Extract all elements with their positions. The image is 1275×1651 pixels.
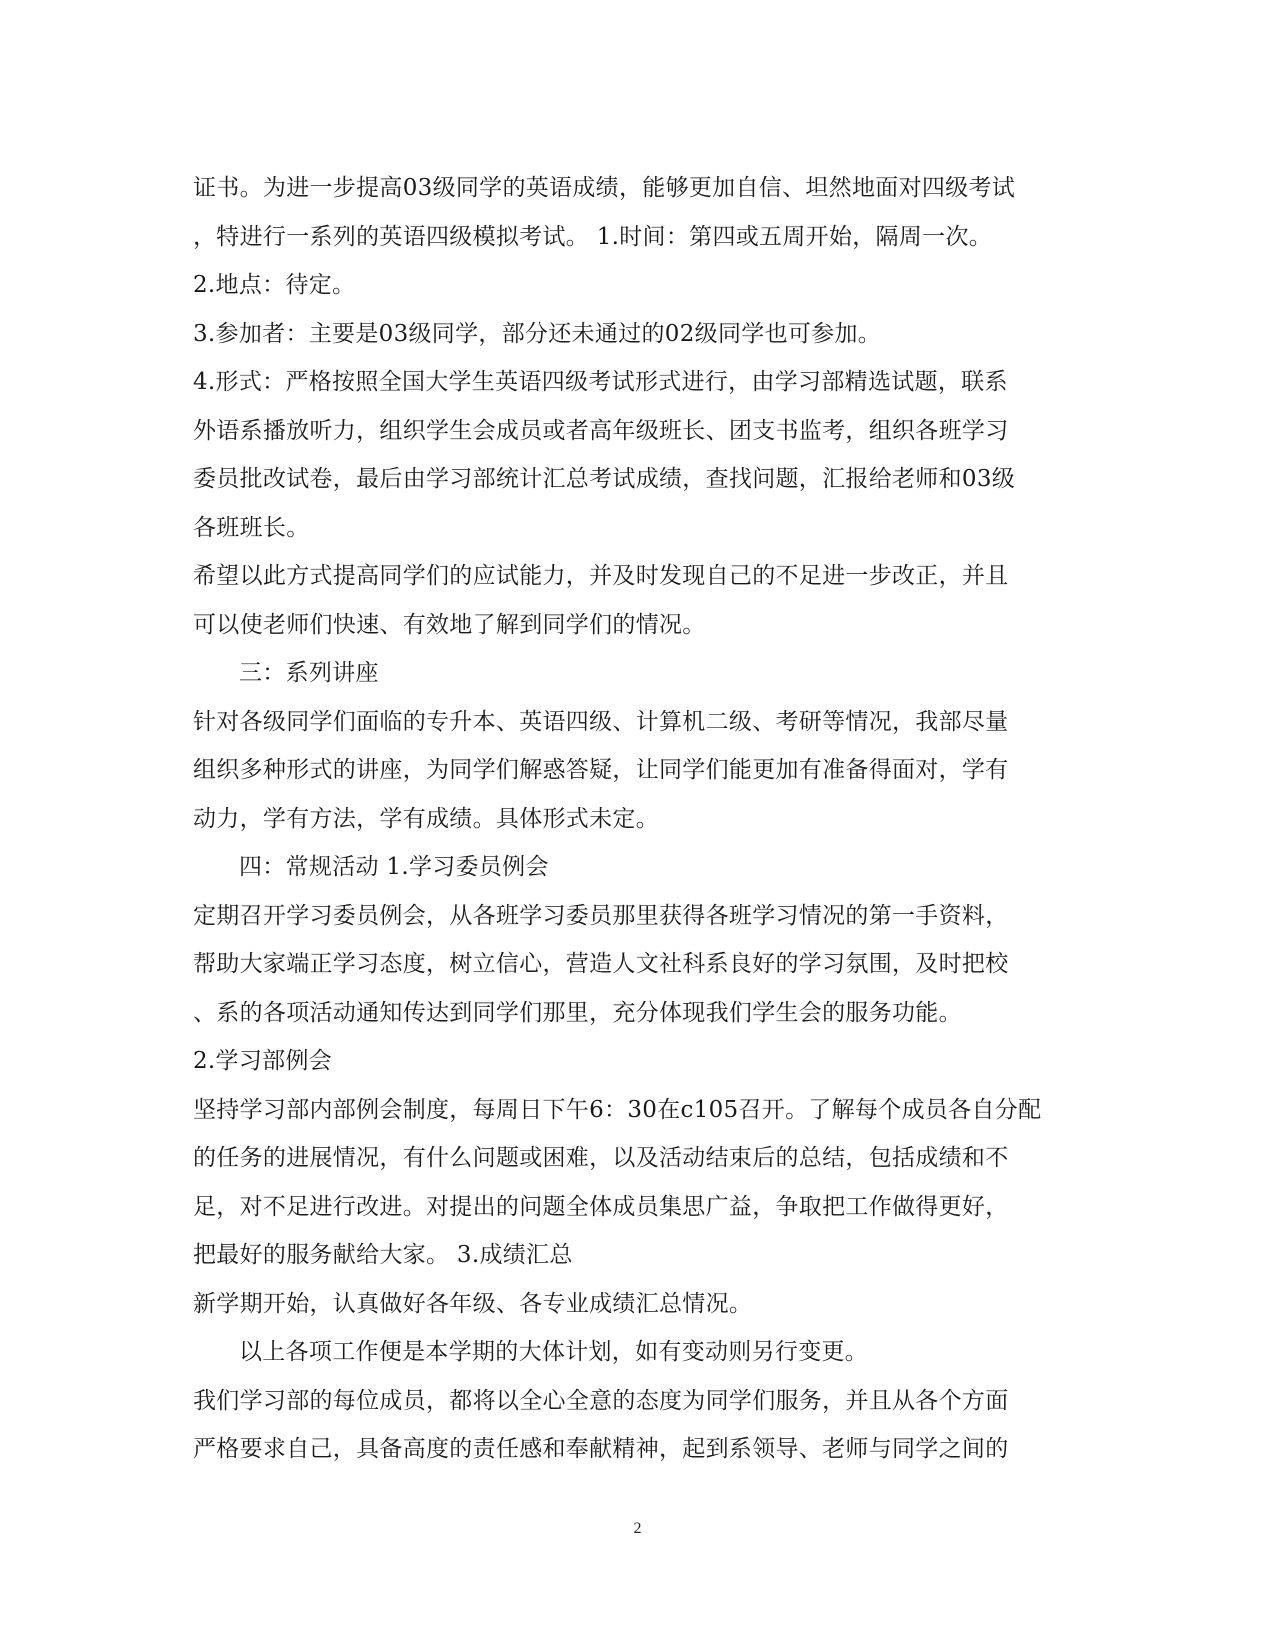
text-line: 可以使老师们快速、有效地了解到同学们的情况。 bbox=[193, 611, 706, 638]
text-line: 四：常规活动 1.学习委员例会 bbox=[239, 854, 549, 880]
text-line: 动力，学有方法，学有成绩。具体形式未定。 bbox=[193, 805, 659, 832]
text-line: 我们学习部的每位成员，都将以全心全意的态度为同学们服务，并且从各个方面 bbox=[193, 1387, 1009, 1414]
text-line: 的任务的进展情况，有什么问题或困难，以及活动结束后的总结，包括成绩和不 bbox=[193, 1145, 1009, 1171]
document-body bbox=[193, 164, 1093, 1474]
page-number: 2 bbox=[633, 1520, 642, 1537]
text-line: 证书。为进一步提高03级同学的英语成绩，能够更加自信、坦然地面对四级考试 bbox=[193, 175, 1016, 201]
text-line: 把最好的服务献给大家。 3.成绩汇总 bbox=[193, 1242, 573, 1268]
text-line: 3.参加者：主要是03级同学，部分还未通过的02级同学也可参加。 bbox=[193, 320, 882, 347]
text-line: 2.地点：待定。 bbox=[193, 272, 356, 298]
text-line: 定期召开学习委员例会，从各班学习委员那里获得各班学习情况的第一手资料， bbox=[193, 902, 1009, 929]
text-line: 外语系播放听力，组织学生会成员或者高年级班长、团支书监考，组织各班学习 bbox=[193, 417, 1009, 444]
text-line: 足，对不足进行改进。对提出的问题全体成员集思广益，争取把工作做得更好， bbox=[193, 1193, 1009, 1220]
text-line: 、系的各项活动通知传达到同学们那里，充分体现我们学生会的服务功能。 bbox=[193, 999, 962, 1026]
text-line: 希望以此方式提高同学们的应试能力，并及时发现自己的不足进一步改正，并且 bbox=[193, 563, 1009, 589]
text-line: 新学期开始，认真做好各年级、各专业成绩汇总情况。 bbox=[193, 1290, 753, 1317]
text-line: 组织多种形式的讲座，为同学们解惑答疑，让同学们能更加有准备得面对，学有 bbox=[193, 757, 1009, 783]
text-line: 坚持学习部内部例会制度，每周日下午6：30在c105召开。了解每个成员各自分配 bbox=[193, 1096, 1042, 1123]
text-line: 委员批改试卷，最后由学习部统计汇总考试成绩，查找问题，汇报给老师和03级 bbox=[193, 466, 1016, 492]
text-line: ，特进行一系列的英语四级模拟考试。 1.时间：第四或五周开始，隔周一次。 bbox=[193, 223, 993, 250]
text-line: 4.形式：严格按照全国大学生英语四级考试形式进行，由学习部精选试题，联系 bbox=[193, 369, 1008, 395]
text-line: 严格要求自己，具备高度的责任感和奉献精神，起到系领导、老师与同学之间的 bbox=[193, 1436, 1009, 1462]
text-line: 帮助大家端正学习态度，树立信心，营造人文社科系良好的学习氛围，及时把校 bbox=[193, 951, 1009, 977]
text-line: 针对各级同学们面临的专升本、英语四级、计算机二级、考研等情况，我部尽量 bbox=[193, 708, 1009, 735]
text-line: 三：系列讲座 bbox=[239, 660, 379, 686]
text-line: 各班班长。 bbox=[193, 514, 310, 541]
text-line: 以上各项工作便是本学期的大体计划，如有变动则另行变更。 bbox=[239, 1339, 869, 1365]
text-line: 2.学习部例会 bbox=[193, 1048, 333, 1074]
